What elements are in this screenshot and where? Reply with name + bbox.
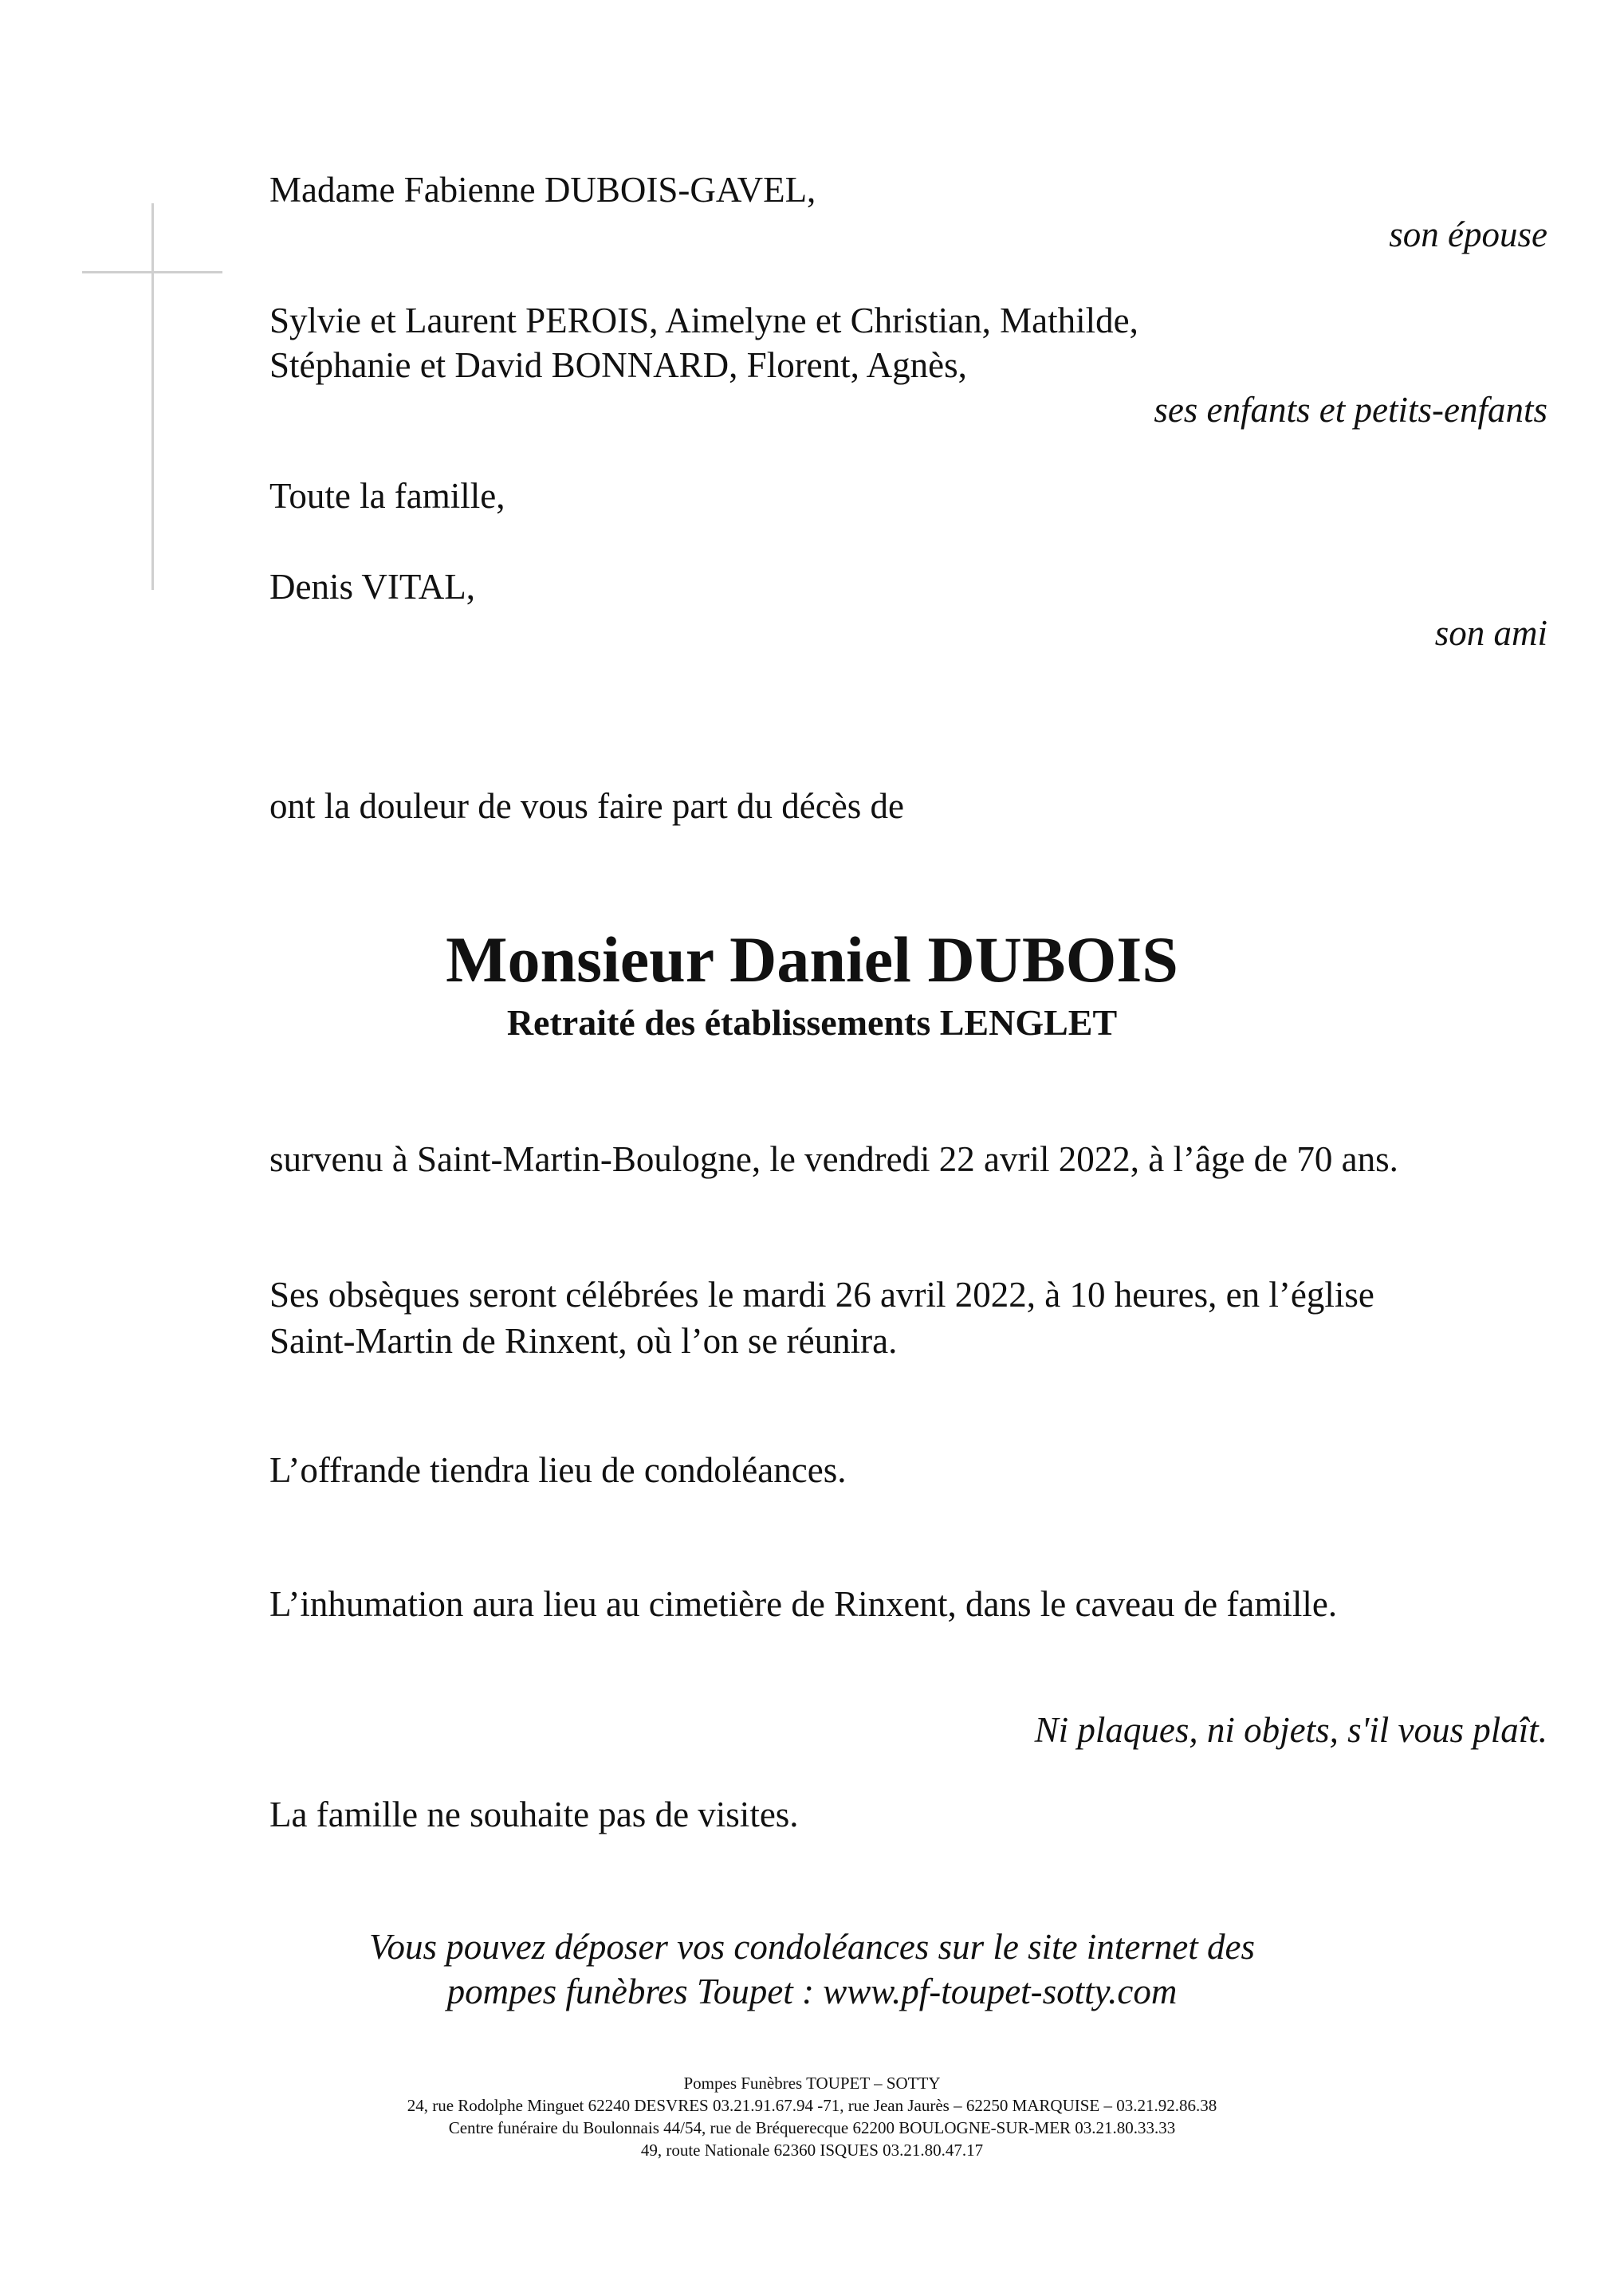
funeral-line-1: Ses obsèques seront célébrées le mardi 26 avril 2022, à 10 heures, en l’église	[269, 1275, 1374, 1315]
no-plaques-note: Ni plaques, ni objets, s'il vous plaît.	[1034, 1710, 1547, 1750]
children-line-1: Sylvie et Laurent PEROIS, Aimelyne et Christian, Mathilde,	[269, 301, 1138, 340]
whole-family: Toute la famille,	[269, 476, 505, 516]
cross-horizontal-bar	[82, 271, 222, 273]
announcement-intro: ont la douleur de vous faire part du décès de	[269, 786, 904, 826]
funeral-line-2: Saint-Martin de Rinxent, où l’on se réunira.	[269, 1321, 898, 1361]
condolences-line-1: Vous pouvez déposer vos condoléances sur le site internet des	[368, 1927, 1256, 1967]
children-relation: ses enfants et petits-enfants	[1154, 390, 1547, 430]
no-visits-note: La famille ne souhaite pas de visites.	[269, 1795, 799, 1834]
friend-relation: son ami	[1434, 613, 1547, 653]
footer-address-2: Centre funéraire du Boulonnais 44/54, rue de Bréquerecque 62200 BOULOGNE-SUR-MER 03.21.80.33.33	[448, 2118, 1176, 2137]
deceased-title: Retraité des établissements LENGLET	[506, 1002, 1118, 1043]
deceased-name: Monsieur Daniel DUBOIS	[446, 923, 1178, 996]
footer-address-3: 49, route Nationale 62360 ISQUES 03.21.80.47.17	[640, 2141, 984, 2160]
death-details: survenu à Saint-Martin-Boulogne, le vendredi 22 avril 2022, à l’âge de 70 ans.	[269, 1139, 1398, 1179]
footer-company: Pompes Funèbres TOUPET – SOTTY	[683, 2074, 941, 2093]
friend-name: Denis VITAL,	[269, 567, 476, 607]
wife-relation: son épouse	[1389, 214, 1547, 254]
children-line-2: Stéphanie et David BONNARD, Florent, Agnès,	[269, 345, 967, 385]
burial-note: L’inhumation aura lieu au cimetière de Rinxent, dans le caveau de famille.	[269, 1584, 1338, 1624]
wife-name: Madame Fabienne DUBOIS-GAVEL,	[269, 170, 816, 210]
cross-vertical-bar	[151, 203, 154, 590]
condolences-line-2: pompes funèbres Toupet : www.pf-toupet-sotty.com	[446, 1972, 1178, 2011]
offering-note: L’offrande tiendra lieu de condoléances.	[269, 1450, 847, 1490]
footer-address-1: 24, rue Rodolphe Minguet 62240 DESVRES 03.21.91.67.94 -71, rue Jean Jaurès – 62250 MARQUISE – 03.21.92.86.38	[407, 2096, 1217, 2115]
